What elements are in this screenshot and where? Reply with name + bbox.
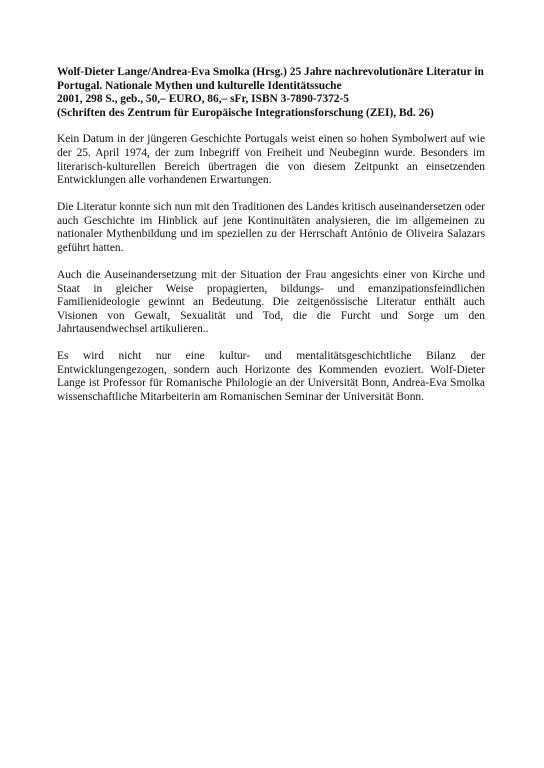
body-paragraph-1: Kein Datum in der jüngeren Geschichte Portugals weist einen so hohen Symbolwert auf wie der 25. April 1974, der zum Inbegriff von Freiheit und Neubeginn wurde. Besonders im literarisch-kulturellen Bereich übertragen die von diesem Zeitpunkt an einsetzenden Entwicklungen alle vorhandenen Erwartungen.: [57, 133, 485, 187]
citation-series: (Schriften des Zentrum für Europäische Integrationsforschung (ZEI), Bd. 26): [57, 106, 434, 119]
body-paragraph-2: Die Literatur konnte sich nun mit den Traditionen des Landes kritisch auseinandersetzen oder auch Geschichte im Hinblick auf jene Kontinuitäten analysieren, die im allgemeinen zu nationaler Mythenbildung und im speziellen zu der Herrschaft António de Oliveira Salazars geführt hatten.: [57, 201, 485, 254]
citation-authors-title: Wolf-Dieter Lange/Andrea-Eva Smolka (Hrsg.) 25 Jahre nachrevolutionäre Literatur in: [57, 66, 484, 78]
body-paragraph-3: Auch die Auseinandersetzung mit der Situation der Frau angesichts einer von Kirche und Staat in gleicher Weise propagierten, bildungs- und emanzipationsfeindlichen Familienideologie gewinnt an Bedeutung. Die zeitgenössische Literatur enthält auch Visionen von Gewalt, Sexualität und Tod, die die Furcht und Sorge um den Jahrtausendwechsel artikulieren..: [57, 268, 485, 336]
citation-title-continued: Portugal. Nationale Mythen und kulturelle Identitätssuche: [57, 79, 342, 92]
citation-publication-details: 2001, 298 S., geb., 50,– EURO, 86,– sFr, ISBN 3-7890-7372-5: [57, 93, 349, 106]
body-paragraph-4: Es wird nicht nur eine kultur- und mentalitätsgeschichtliche Bilanz der Entwicklungengezogen, sondern auch Horizonte des Kommenden evoziert. Wolf-Dieter Lange ist Professor für Romanische Philologie an der Universität Bonn, Andrea-Eva Smolka wissenschaftliche Mitarbeiterin am Romanischen Seminar der Universität Bonn.: [57, 350, 485, 404]
document-page: [57, 66, 485, 418]
book-citation-header: [57, 66, 485, 120]
